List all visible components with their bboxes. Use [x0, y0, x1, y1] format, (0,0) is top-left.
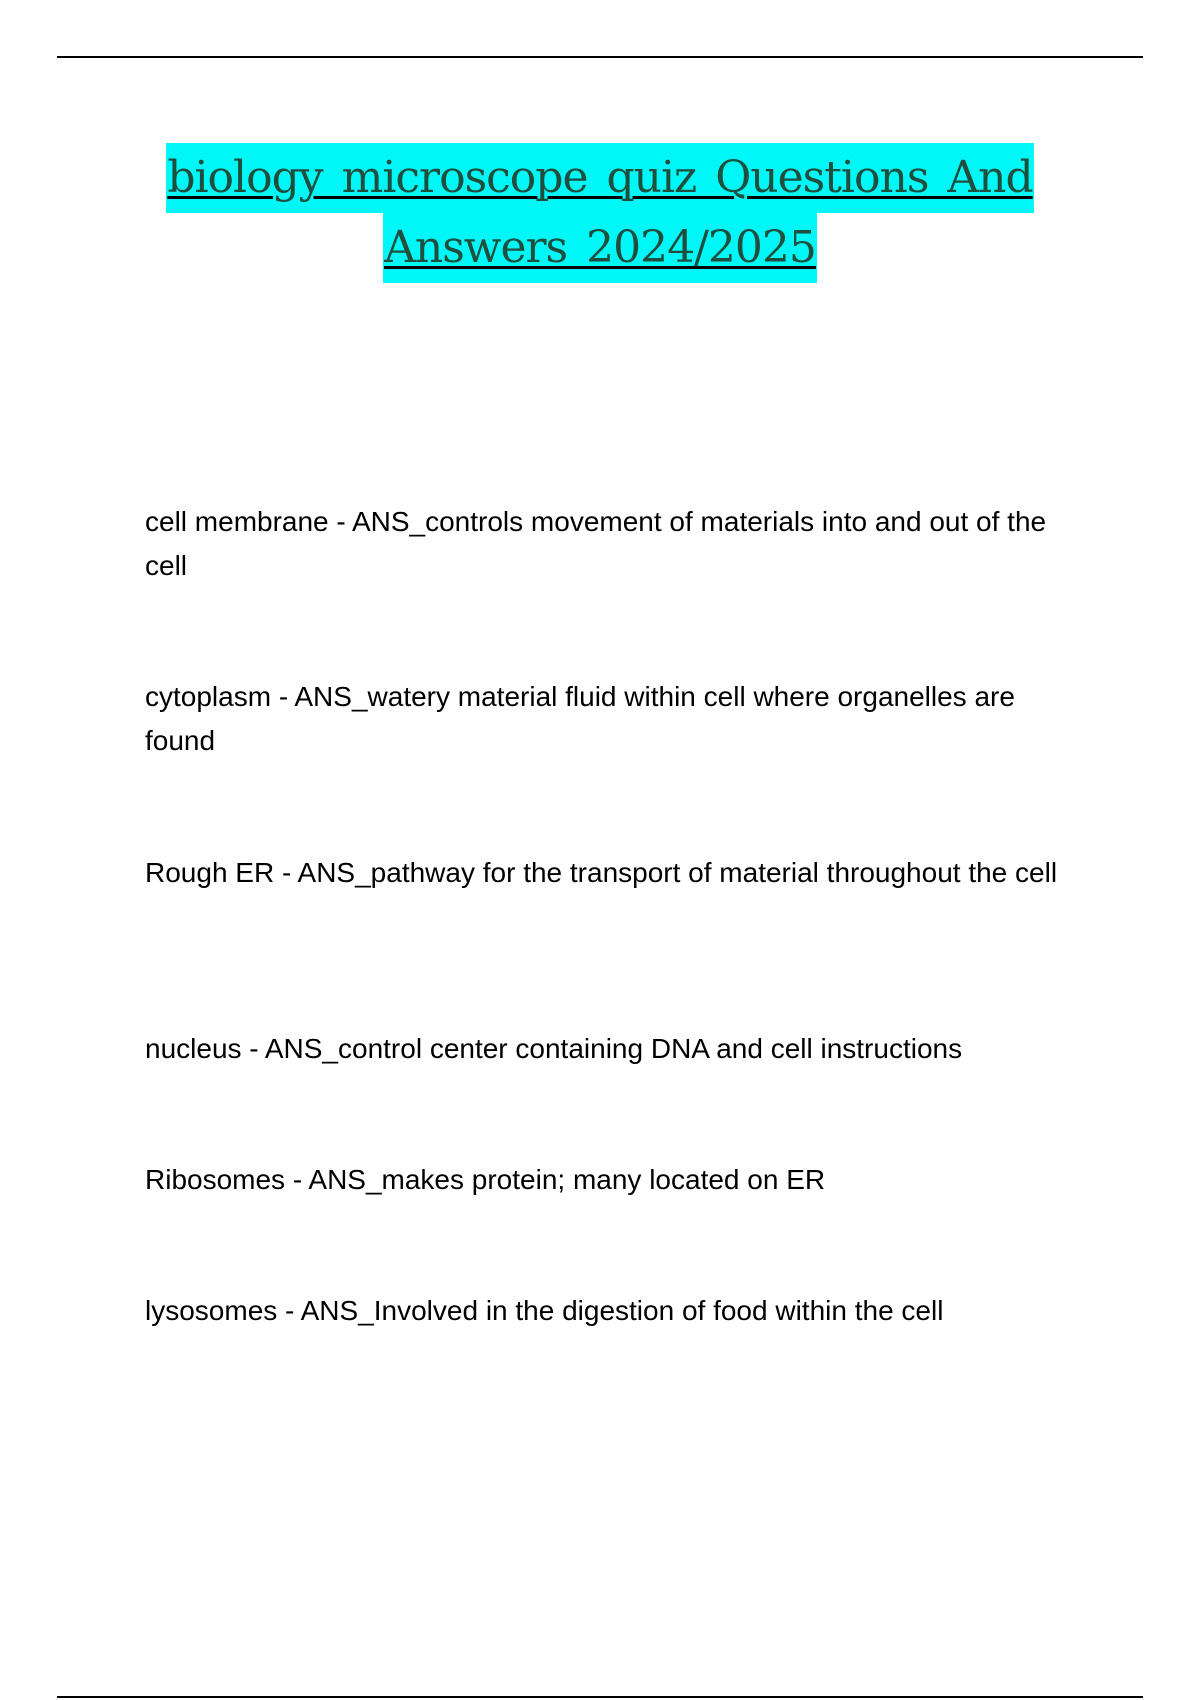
- qa-entry-nucleus: nucleus - ANS_control center containing DNA and cell instructions: [145, 1033, 963, 1064]
- qa-entry-cytoplasm: cytoplasm - ANS_watery material fluid within cell where organelles are found: [145, 681, 1015, 756]
- document-title: [0, 143, 1200, 283]
- top-divider: [57, 56, 1143, 58]
- qa-entry-ribosomes: Ribosomes - ANS_makes protein; many located on ER: [145, 1164, 826, 1195]
- title-line-2: Answers 2024/2025: [383, 213, 817, 283]
- bottom-divider: [57, 1696, 1143, 1698]
- qa-entry-lysosomes: lysosomes - ANS_Involved in the digestion of food within the cell: [145, 1295, 944, 1326]
- qa-entry-rough-er: Rough ER - ANS_pathway for the transport of material throughout the cell: [145, 857, 1058, 888]
- title-line-1: biology microscope quiz Questions And: [166, 143, 1033, 213]
- qa-entry-cell-membrane: cell membrane - ANS_controls movement of materials into and out of the cell: [145, 506, 1047, 581]
